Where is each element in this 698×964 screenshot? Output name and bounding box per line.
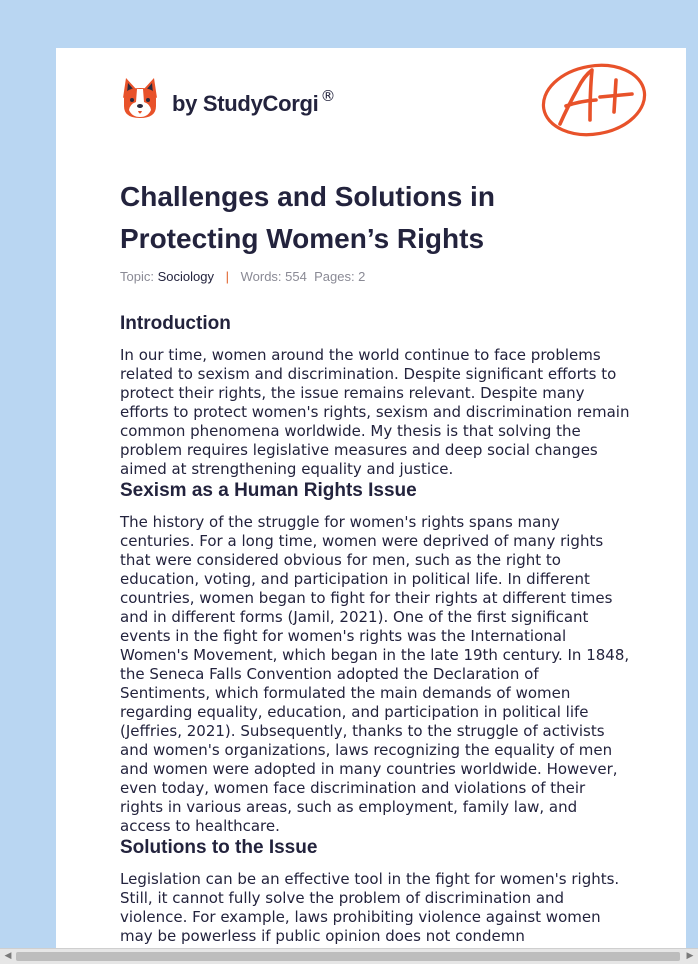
section-text-sexism: The history of the struggle for women's rights spans many centuries. For a long time, women were deprived of many rights that were considered obvious for men, such as the right to education, voting, and participation in political life. In different countries, women began to fight for their rights at different times and in different forms (Jamil, 2021). One of the first significant events in the fight for women's rights was the International Women's Movement, which began in the late 19th century. In 1848, the Seneca Falls Convention adopted the Declaration of Sentiments, which formulated the main demands of women regarding equality, education, and participation in political life (Jeffries, 2021). Subsequently, thanks to the struggle of activists and women's organizations, laws recognizing the equality of men and women were adopted in many countries worldwide. However, even today, women face discrimination and violations of their rights in various areas, such as employment, family law, and access to healthcare.: [120, 513, 630, 835]
document-page: [56, 48, 686, 964]
scroll-right-icon[interactable]: ▶: [686, 951, 694, 961]
horizontal-scrollbar[interactable]: [0, 948, 698, 964]
word-count: Words: 554: [240, 269, 307, 284]
scrollbar-thumb[interactable]: [16, 952, 680, 961]
topic-link[interactable]: Sociology: [157, 269, 214, 284]
meta-separator: |: [225, 269, 229, 284]
brand-header: [120, 74, 335, 124]
section-heading-sexism: Sexism as a Human Rights Issue: [120, 480, 417, 501]
grade-text: A+: [538, 60, 540, 61]
scroll-left-icon[interactable]: ◀: [4, 951, 12, 961]
registered-mark: ®: [320, 87, 336, 105]
grade-a-plus-icon: [538, 60, 648, 140]
section-text-introduction: In our time, women around the world continue to face problems related to sexism and discrimination. Despite significant efforts to protect their rights, the issue remains relevant. Despite many efforts to protect women's rights, sexism and discrimination remain common phenomena worldwide. My thesis is that solving the problem requires legislative measures and deep social changes aimed at strengthening equality and justice.: [120, 346, 630, 478]
page-count: Pages: 2: [314, 269, 366, 284]
document-meta: [120, 269, 365, 284]
page-title: Challenges and Solutions in Protecting Women’s Rights: [120, 181, 495, 254]
section-heading-solutions: Solutions to the Issue: [120, 837, 318, 858]
brand-name[interactable]: by StudyCorgi ®: [172, 87, 336, 116]
section-heading-introduction: Introduction: [120, 313, 231, 334]
corgi-logo-icon: [120, 76, 160, 122]
section-text-solutions: Legislation can be an effective tool in the fight for women's rights. Still, it cannot fully solve the problem of discrimination and violence. For example, laws prohibiting violence against women may be powerless if public opinion does not condemn: [120, 870, 620, 945]
topic-label: Topic:: [120, 269, 154, 284]
document-body: [120, 312, 632, 946]
